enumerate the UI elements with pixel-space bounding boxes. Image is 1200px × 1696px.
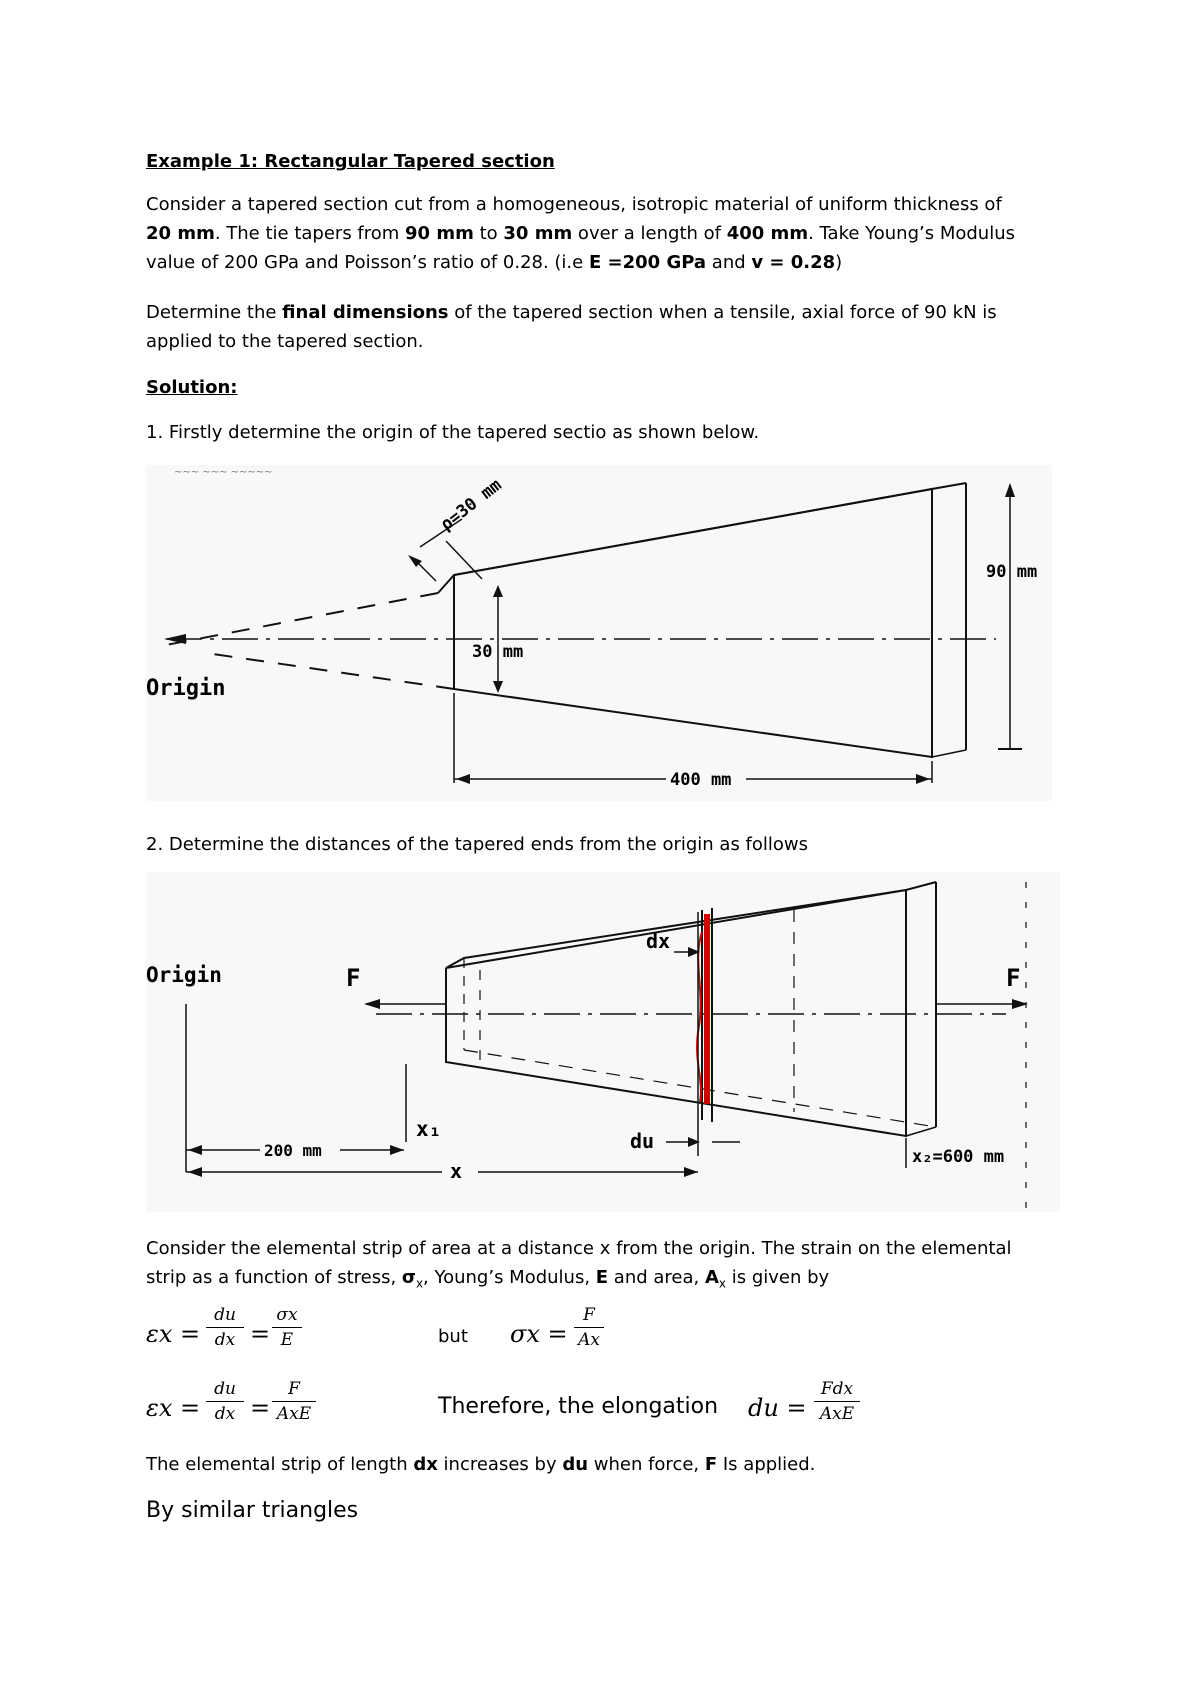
sigma-over-e: σx E xyxy=(272,1304,302,1351)
step-2-text: 2. Determine the distances of the tapered ends from the origin as follows xyxy=(146,834,809,855)
x-label: x xyxy=(450,1159,463,1183)
elongation-lhs: du = xyxy=(748,1394,807,1422)
figure-1-tapered-section xyxy=(146,465,1052,801)
intro-line-2: 20 mm. The tie tapers from 90 mm to 30 mm over a length of 400 mm. Take Young’s Modulus xyxy=(146,223,1015,244)
thickness-value: 20 mm xyxy=(146,223,215,244)
step-1-text: 1. Firstly determine the origin of the tapered sectio as shown below. xyxy=(146,422,760,443)
f-over-axe: F AxE xyxy=(272,1378,316,1425)
fdx-over-axe: Fdx AxE xyxy=(814,1378,860,1425)
elemental-strip-text: The elemental strip of length dx increases by du when force, F Is applied. xyxy=(146,1454,816,1475)
du-label: du xyxy=(630,1129,655,1153)
solution-heading: Solution: xyxy=(146,377,238,398)
consider-line-2: strip as a function of stress, $\sigma_x$, Young’s Modulus, E and area, $A_x$ is given by xyxy=(146,1267,830,1291)
document-page: Example 1: Rectangular Tapered section Consider a tapered section cut from a homogeneous, isotropic material of uniform thickness of 20 mm. The tie tapers from 90 mm to 30 mm over a length of 400 mm. Take Young’s Modulus value of 200 GPa and Poisson’s ratio of 0.28. (i.e E =200 GPa and v = 0.28) Determine the final dimensions of the tapered section when a tensile, axial force of 90 kN is applied to the tapered section. Solution: 1. Firstly determine the origin of the tapered sectio as shown below. ~~~ ~~~ ~~~~~ Origin 30 mm 90 mm 400 mm ρ=30 mm 2. Determine the distances of the tapered ends from the origin as follows F F Origin dx du x₁ 200 mm x x₂=600 mm Consider the elemental strip of area at a distance x from the origin. The strain on the elemental strip as a function of stress, $\sigma_x$, Young’s Modulus, E and area, $A_x$ is given by εx = du dx = σx E but σx = F Ax εx = du dx = F AxE Therefore, the elongation du = Fdx AxE The elemental strip of length dx increases by du when force, F Is applied. By similar triangles xyxy=(0,0,1200,1696)
figure-2-svg xyxy=(146,872,1060,1212)
stress-lhs: σx = xyxy=(510,1320,568,1348)
figure-1-background xyxy=(146,465,1052,801)
origin-label: Origin xyxy=(146,963,222,987)
force-left-label: F xyxy=(346,964,361,992)
youngs-modulus-value: E =200 GPa xyxy=(588,252,707,273)
dx-label: dx xyxy=(646,929,671,953)
poisson-ratio-value: v = 0.28 xyxy=(751,252,836,273)
du-over-dx: du dx xyxy=(206,1304,244,1351)
final-dimensions-term: final dimensions xyxy=(282,302,449,323)
dim-rho-label: ρ=30 mm xyxy=(436,475,506,535)
narrow-end-value: 30 mm xyxy=(503,223,573,244)
du-over-dx-2: du dx xyxy=(206,1378,244,1425)
elemental-strip-highlight xyxy=(704,914,710,1104)
f-over-ax: F Ax xyxy=(574,1304,604,1351)
dim-200-label: 200 mm xyxy=(264,1141,322,1160)
dim-90-label: 90 mm xyxy=(986,562,1038,582)
figure-2-elemental-strip xyxy=(146,872,1060,1212)
x1-label: x₁ xyxy=(416,1117,442,1141)
therefore-text: Therefore, the elongation xyxy=(438,1394,719,1419)
intro-line-1: Consider a tapered section cut from a homogeneous, isotropic material of uniform thickness of xyxy=(146,194,1002,215)
intro-line-3: value of 200 GPa and Poisson’s ratio of 0.28. (i.e E =200 GPa and v = 0.28) xyxy=(146,252,843,273)
dim-30-label: 30 mm xyxy=(472,642,524,662)
length-value: 400 mm xyxy=(726,223,809,244)
page-title: Example 1: Rectangular Tapered section xyxy=(146,151,555,172)
origin-label: Origin xyxy=(146,676,226,701)
dim-400-label: 400 mm xyxy=(670,770,732,790)
x2-label: x₂=600 mm xyxy=(912,1147,1005,1167)
strain-lhs-2: εx = xyxy=(146,1394,201,1422)
but-word: but xyxy=(438,1326,468,1347)
force-right-label: F xyxy=(1006,964,1021,992)
wide-end-value: 90 mm xyxy=(405,223,474,244)
task-line-2: applied to the tapered section. xyxy=(146,331,424,352)
scan-artifact: ~~~ ~~~ ~~~~~ xyxy=(174,467,273,478)
figure-1-svg xyxy=(146,465,1052,801)
consider-line-1: Consider the elemental strip of area at a distance x from the origin. The strain on the elemental xyxy=(146,1238,1012,1259)
similar-triangles-text: By similar triangles xyxy=(146,1498,359,1523)
task-line-1: Determine the final dimensions of the tapered section when a tensile, axial force of 90 kN is xyxy=(146,302,997,323)
strain-lhs: εx = xyxy=(146,1320,201,1348)
